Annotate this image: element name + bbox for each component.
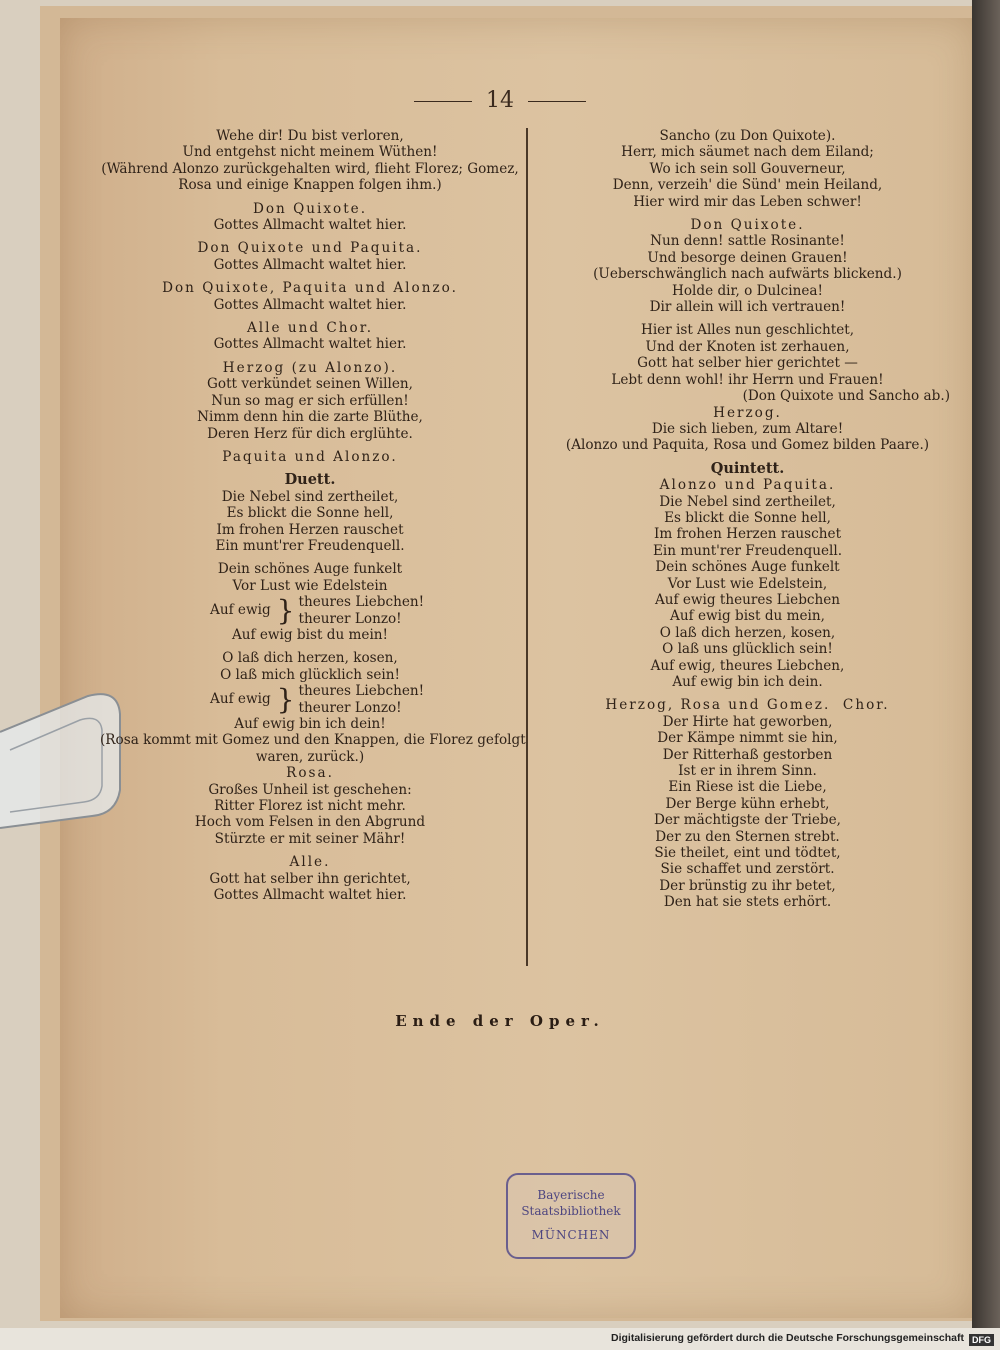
text-line: Wo ich sein soll Gouverneur, [649,160,846,177]
text-line: (Alonzo und Paquita, Rosa und Gomez bilden Paare.) [565,437,930,454]
text-line: Sancho (zu Don Quixote). [659,128,836,144]
text-line: (Während Alonzo zurückgehalten wird, flieht Florez; Gomez, [101,160,519,177]
brace-line [210,594,520,627]
text-line: Lebt denn wohl! ihr Herrn und Frauen! [611,371,884,388]
text-line: Herr, mich säumet nach dem Eiland; [621,144,874,161]
text-line: Dein schönes Auge funkelt [655,559,840,576]
text-line: Stürzte er mit seiner Mähr! [214,830,406,847]
text-line: Gottes Allmacht waltet hier. [213,296,407,313]
section-heading: Quintett. [710,459,785,477]
speaker-heading: Alle. [289,854,331,871]
text-line: Auf ewig theures Liebchen [654,591,841,608]
text-line: Und besorge deinen Grauen! [647,249,848,266]
text-line: Vor Lust wie Edelstein, [667,575,828,592]
right-column [545,128,950,911]
speaker-heading: Don Quixote. [690,217,805,234]
text-line: Den hat sie stets erhört. [663,894,832,911]
speaker-heading: Don Quixote und Paquita. [197,240,423,257]
text-line: Der Ritterhaß gestorben [662,746,833,763]
text-line: Auf ewig bin ich dein! [234,716,386,732]
text-line: theures Liebchen! [298,683,425,700]
speaker-heading: Don Quixote, Paquita und Alonzo. [162,280,458,297]
text-line: O laß uns glücklich sein! [662,641,833,658]
line-gap [545,690,950,697]
text-line: Gottes Allmacht waltet hier. [213,256,407,273]
text-line: Denn, verzeih' die Sünd' mein Heiland, [612,177,883,194]
text-line: theurer Lonzo! [298,610,402,627]
stamp-line: Bayerische [537,1188,605,1202]
brace-line [210,683,520,716]
speaker-heading: Don Quixote. [252,200,368,217]
line-gap [100,273,520,280]
text-line: Im frohen Herzen rauschet [653,526,842,543]
text-line: Es blickt die Sonne hell, [664,509,831,526]
text-line: Ist er in ihrem Sinn. [678,763,817,780]
text-line: Nun denn! sattle Rosinante! [650,233,845,250]
stamp-line: Staatsbibliothek [521,1204,621,1218]
text-line: Nimm denn hin die zarte Blüthe, [197,409,423,426]
text-line: Ritter Florez ist nicht mehr. [214,798,406,815]
text-line: Im frohen Herzen rauschet [216,521,404,538]
text-line: Hier ist Alles nun geschlichtet, [640,322,855,339]
text-line: Es blickt die Sonne hell, [226,505,394,522]
speaker-heading: Alle und Chor. [246,320,374,337]
line-gap [100,353,520,360]
speaker-heading: Herzog. [713,404,782,421]
text-line: Und der Knoten ist zerhauen, [645,338,850,355]
page-number: 14 [486,88,514,113]
line-gap [100,442,520,449]
text-line: Gottes Allmacht waltet hier. [213,336,407,353]
text-line: Rosa und einige Knappen folgen ihm.) [178,177,442,194]
text-line: Der Berge kühn erhebt, [665,795,830,812]
text-line: Wehe dir! Du bist verloren, [216,128,404,144]
brace-stack [298,594,424,627]
text-line: Die Nebel sind zertheilet, [659,493,836,510]
book-edge [972,0,1000,1328]
text-line: Der brünstig zu ihr betet, [659,877,836,894]
brace-mark: } [276,682,295,716]
text-line: (Don Quixote und Sancho ab.) [742,388,950,405]
header-rule-left [414,101,472,102]
text-line: Auf ewig bin ich dein. [672,674,823,690]
text-line: Holde dir, o Dulcinea! [672,282,823,299]
text-line: waren, zurück.) [255,748,365,765]
speaker-heading: Herzog, Rosa und Gomez. Chor. [605,697,890,714]
text-line: O laß dich herzen, kosen, [222,650,398,667]
text-line: Deren Herz für dich erglühte. [207,425,413,442]
line-gap [100,194,520,201]
text-line: Auf ewig, theures Liebchen, [650,657,845,674]
text-line: Sie schaffet und zerstört. [660,861,835,878]
text-line: Großes Unheil ist geschehen: [208,781,412,798]
line-gap [100,554,520,561]
library-stamp [506,1173,636,1259]
text-line: Die sich lieben, zum Altare! [651,420,844,437]
text-line: Ein munt'rer Freudenquell. [215,537,405,554]
text-line: Der zu den Sternen strebt. [655,828,840,845]
text-line: O laß mich glücklich sein! [220,666,400,683]
text-line: Nun so mag er sich erfüllen! [211,392,409,409]
text-line: Die Nebel sind zertheilet, [221,488,399,505]
text-line: Auf ewig bist du mein, [670,608,825,625]
text-line: Gott verkündet seinen Willen, [207,376,413,393]
text-line: Der Kämpe nimmt sie hin, [657,730,838,747]
text-line: Auf ewig [210,691,271,708]
line-gap [100,847,520,854]
text-line: Gott hat selber ihn gerichtet, [209,870,411,887]
text-line: theures Liebchen! [298,594,425,611]
text-line: Hier wird mir das Leben schwer! [633,193,862,210]
text-line: Hoch vom Felsen in den Abgrund [194,814,426,831]
left-column [100,128,526,904]
line-gap [100,313,520,320]
text-line: Sie theilet, eint und tödtet, [654,845,841,862]
text-line: Der mächtigste der Triebe, [653,812,842,829]
speaker-heading: Paquita und Alonzo. [222,448,398,465]
section-heading: Duett. [284,471,336,489]
end-text: Ende der Oper. [395,1012,605,1030]
speaker-heading: Herzog (zu Alonzo). [222,359,398,376]
page-header [0,88,1000,113]
text-line: O laß dich herzen, kosen, [659,624,836,641]
text-line: Der Hirte hat geworben, [662,713,833,730]
speaker-heading: Alonzo und Paquita. [659,477,836,494]
brace-stack [298,683,424,716]
text-line: (Rosa kommt mit Gomez und den Knappen, die Florez gefolgt [100,732,526,749]
line-gap [545,315,950,322]
text-line: Vor Lust wie Edelstein [232,577,388,594]
brace-mark: } [276,593,295,627]
column-divider [526,128,528,966]
footer-credit: Digitalisierung gefördert durch die Deutsche Forschungsgemeinschaft [611,1332,964,1344]
text-line: Gott hat selber hier gerichtet — [637,355,858,372]
speaker-heading: Rosa. [286,765,334,782]
text-line: Ein munt'rer Freudenquell. [652,542,843,559]
text-line: Dein schönes Auge funkelt [217,561,403,578]
header-rule-right [528,101,586,102]
dfg-logo: DFG [969,1334,994,1346]
text-line: Gottes Allmacht waltet hier. [213,217,407,234]
text-line: Auf ewig [210,602,271,619]
text-line: theurer Lonzo! [298,699,402,716]
stamp-line: MÜNCHEN [531,1228,611,1242]
line-gap [100,233,520,240]
text-line: Und entgehst nicht meinem Wüthen! [182,144,438,161]
text-line: Ein Riese ist die Liebe, [668,779,827,796]
text-line: Auf ewig bist du mein! [231,626,389,643]
line-gap [545,210,950,217]
text-line: Gottes Allmacht waltet hier. [213,887,407,904]
line-gap [100,643,520,650]
text-line: (Ueberschwänglich nach aufwärts blickend.) [593,266,902,283]
text-line: Dir allein will ich vertrauen! [649,299,846,316]
